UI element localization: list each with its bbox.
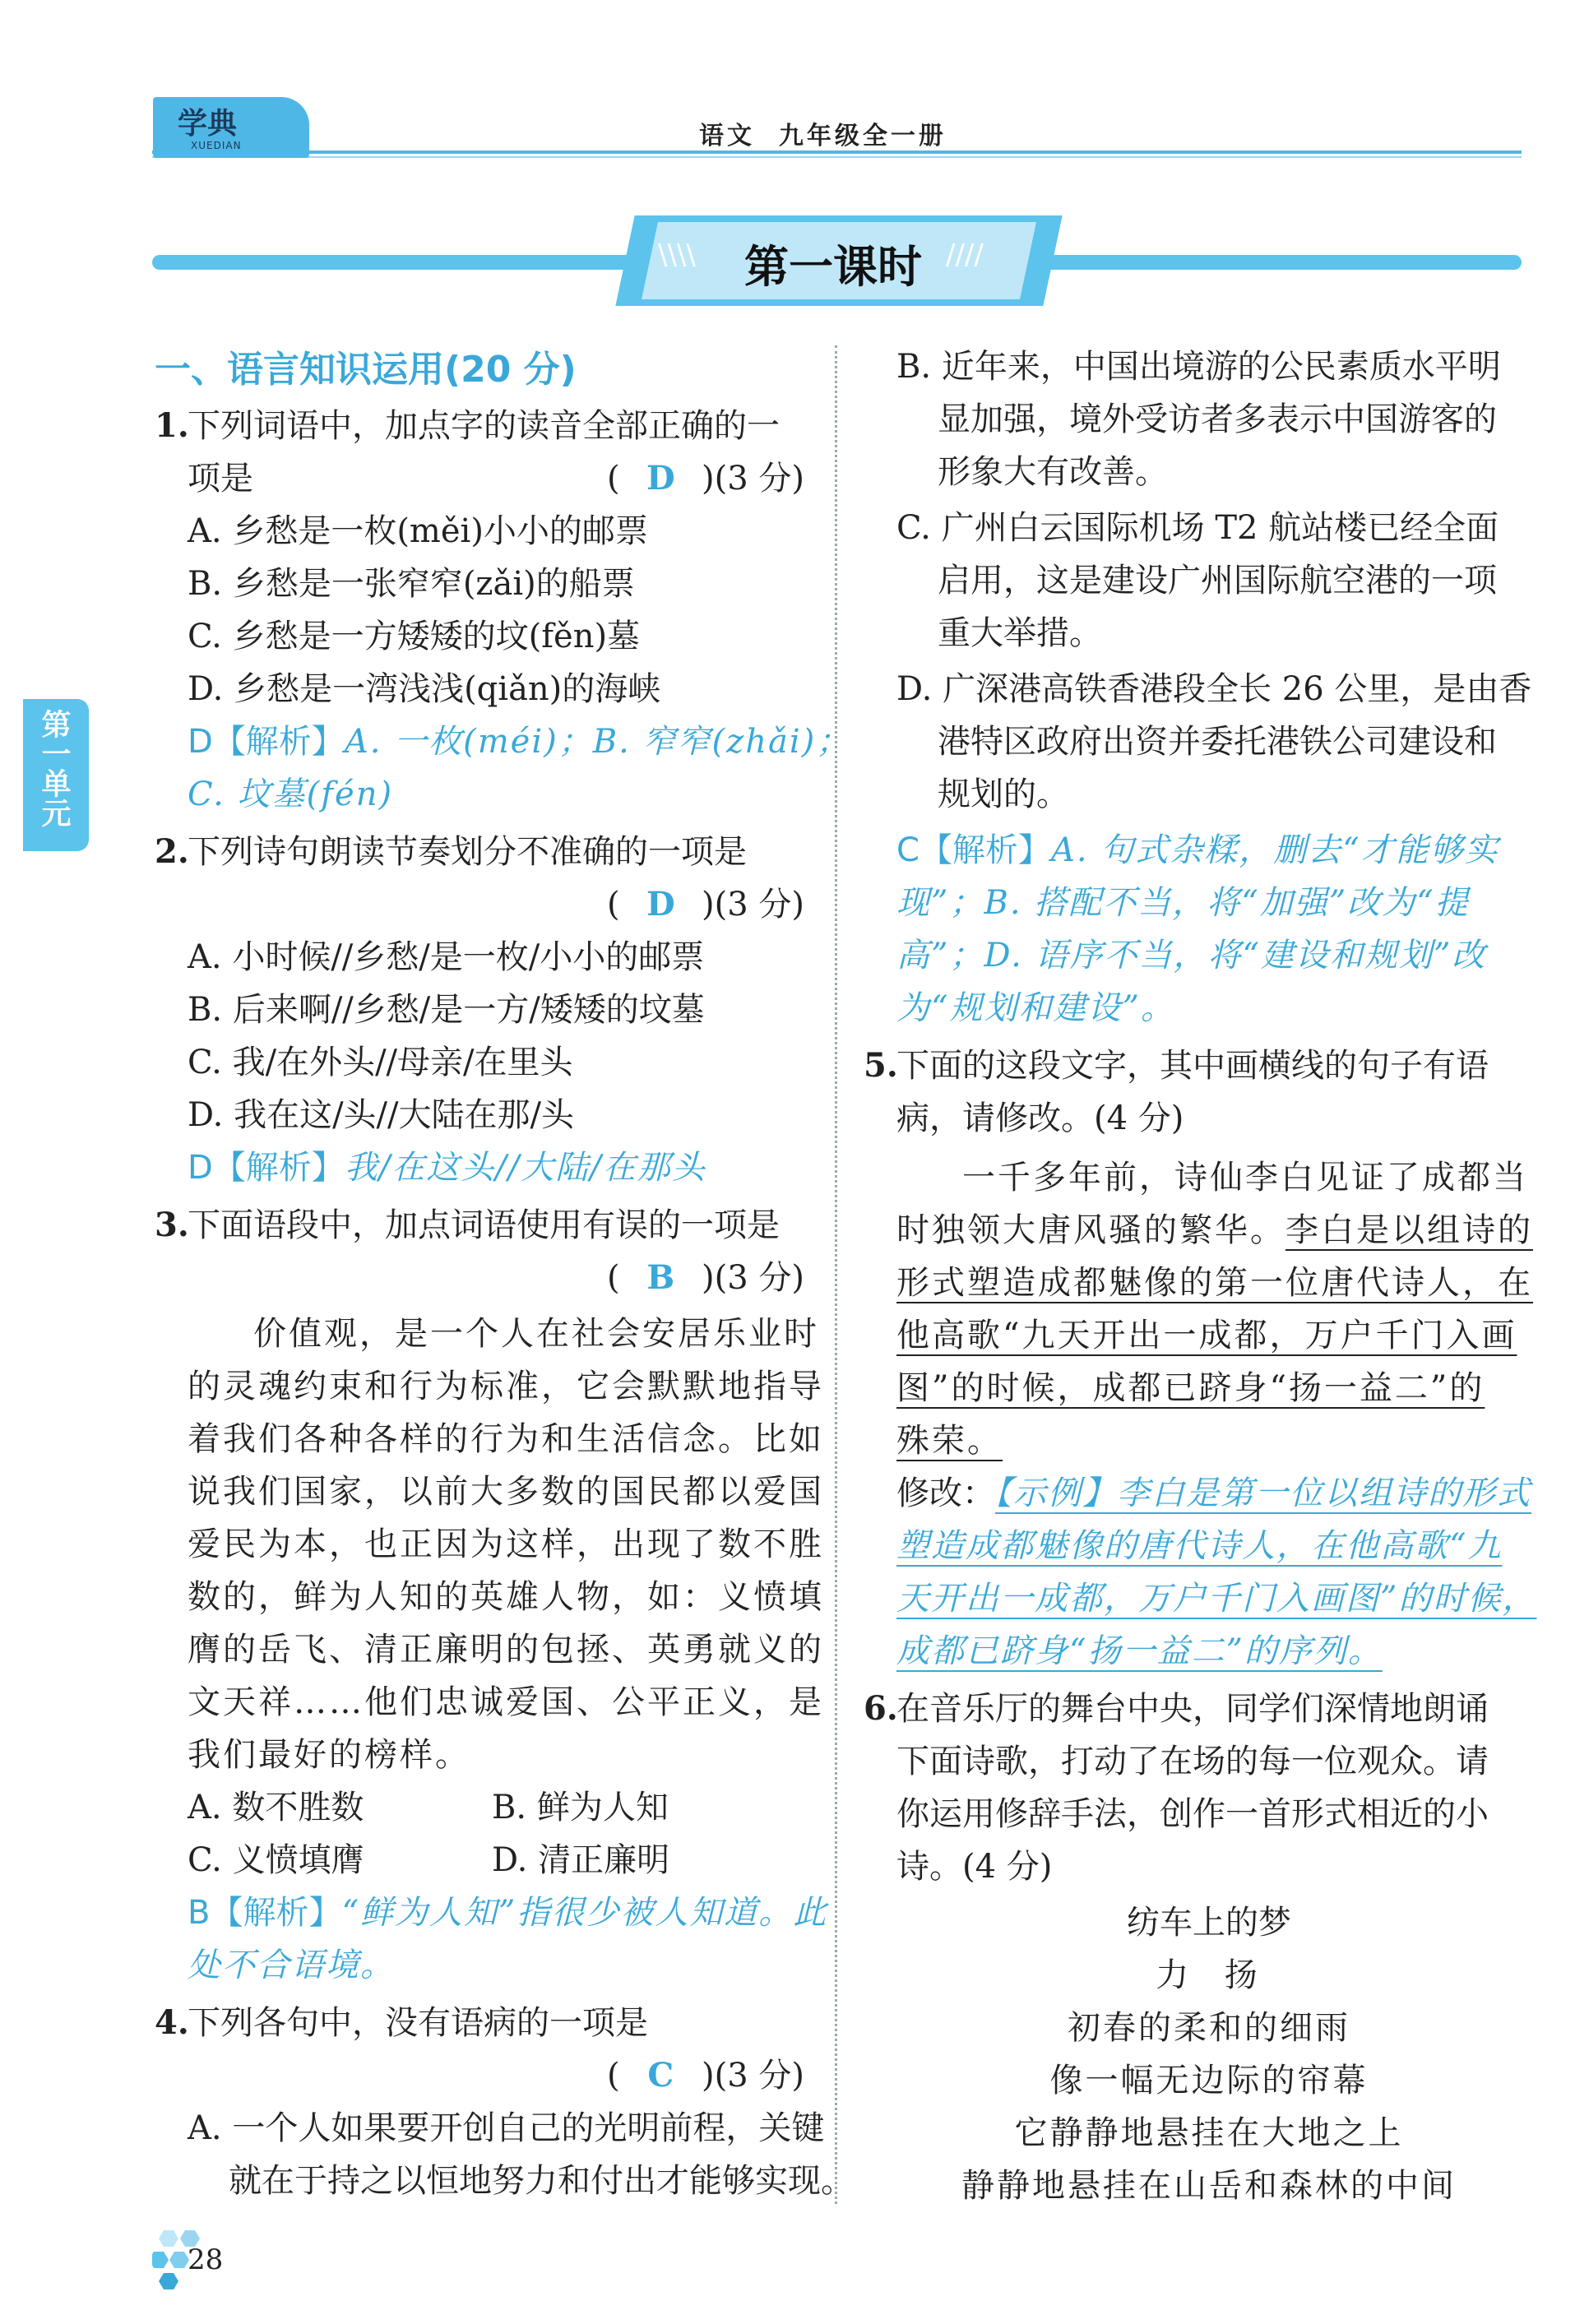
q3-passage-line7: 膺的岳飞、清正廉明的包拯、英勇就义的 [188,1631,824,1669]
side-tab-label: 第一单元 [37,709,71,827]
q4-option-d-line1: D. 广深港高铁香港段全长 26 公里，是由香 [896,670,1532,708]
q3-option-c: C. 义愤填膺 [188,1841,364,1879]
q4-option-b-line3: 形象大有改善。 [938,453,1168,491]
paren-open: ( [607,2057,620,2095]
q4-option-c-line2: 启用，这是建设广州国际航空港的一项 [938,562,1497,600]
q1-option-c: C. 乡愁是一方矮矮的坟(fěn)墓 [188,618,641,655]
q2-answer: D [646,885,675,924]
q4-explanation-line3: 高”；D. 语序不当，将“建设和规划”改 [896,937,1487,975]
banner-title: 第一课时 [744,241,922,293]
q5-fix-line3: 天开出一成都，万户千门入画图”的时候， [896,1580,1537,1618]
q3-answer-slot [607,1252,804,1304]
q3-passage-line6: 数的，鲜为人知的英雄人物，如：义愤填 [188,1578,824,1616]
q5-underlined-line4: 他高歌“九天开出一成都，万户千门入画 [896,1317,1517,1354]
poem-author: 力 扬 [1156,1956,1262,1994]
banner-hatch-left: \\\\ [658,238,696,271]
q3-number: 3. [155,1206,189,1244]
q4-option-c-line3: 重大举措。 [938,614,1102,652]
q3-option-b: B. 鲜为人知 [492,1789,669,1826]
q2-explanation [188,1141,706,1194]
q4-option-a-line2: 就在于持之以恒地努力和付出才能够实现。 [229,2162,854,2200]
q1-exp-text1: A. 一枚(méi)；B. 窄窄(zhǎi)； [344,723,851,761]
q3-option-d: D. 清正廉明 [492,1841,670,1879]
q5-stem-line2: 病，请修改。(4 分) [896,1100,1184,1137]
q2-option-a: A. 小时候//乡愁/是一枚/小小的邮票 [188,938,705,976]
q4-exp-label: C【解析】 [896,831,1051,869]
q4-answer: C [647,2056,674,2095]
q2-option-d: D. 我在这/头//大陆在那/头 [188,1096,574,1134]
section-title: 一、语言知识运用(20 分) [155,349,577,391]
q3-option-a: A. 数不胜数 [188,1789,364,1826]
q6-stem-line2: 下面诗歌，打动了在场的每一位观众。请 [896,1743,1489,1780]
q1-exp-label: D【解析】 [188,723,345,761]
poem-line3: 它静静地悬挂在大地之上 [1014,2114,1404,2152]
q5-stem-line1: 下面的这段文字，其中画横线的句子有语 [896,1047,1489,1085]
q5-underlined-line6: 殊荣。 [896,1422,1003,1460]
q3-explanation-line1 [188,1887,827,1939]
q4-option-a-line1: A. 一个人如果要开创自己的光明前程，关键 [188,2109,825,2147]
q5-fix-line1 [896,1467,1531,1520]
q4-option-b-line2: 显加强，境外受访者多表示中国游客的 [938,400,1497,438]
q5-passage-line2 [896,1204,1533,1257]
q1-number: 1. [155,406,189,445]
q3-explanation-line2: 处不合语境。 [188,1947,395,1984]
q1-explanation-line2: C. 坟墓(fén) [188,775,394,813]
q5-underlined-line5: 图”的时候，成都已跻身“扬一益二”的 [896,1369,1485,1407]
q1-option-d: D. 乡愁是一湾浅浅(qiǎn)的海峡 [188,670,661,708]
poem-line4: 静静地悬挂在山岳和森林的中间 [961,2167,1457,2205]
q2-option-b: B. 后来啊//乡愁/是一方/矮矮的坟墓 [188,991,705,1029]
header-bar-shadow [152,156,1522,158]
q5-fix-line2: 塑造成都魅像的唐代诗人，在他高歌“九 [896,1527,1503,1565]
q4-option-b-line1: B. 近年来，中国出境游的公民素质水平明 [896,348,1501,386]
column-divider [835,345,837,2204]
q6-stem-line4: 诗。(4 分) [896,1848,1053,1886]
page-number: 28 [188,2243,224,2276]
paren-open: ( [607,460,620,498]
q3-passage-line4: 说我们国家，以前大多数的国民都以爱国 [188,1473,824,1511]
q4-option-d-line3: 规划的。 [938,775,1069,813]
q4-option-d-line2: 港特区政府出资并委托港铁公司建设和 [938,723,1497,761]
q4-number: 4. [155,2003,189,2042]
q6-stem-line3: 你运用修辞手法，创作一首形式相近的小 [896,1795,1489,1833]
q2-exp-text: 我/在这头//大陆/在那头 [344,1149,706,1187]
q1-explanation-line1 [188,715,850,768]
q5-underlined-start: 李白是以组诗的 [1285,1211,1533,1249]
q5-passage-plain: 时独领大唐风骚的繁华。 [896,1211,1285,1249]
q2-exp-label: D【解析】 [188,1149,345,1187]
q4-stem: 下列各句中，没有语病的一项是 [188,2004,648,2042]
q3-exp-label: B【解析】 [188,1894,342,1932]
paren-close-score: )(3 分) [702,460,805,498]
paren-close-score: )(3 分) [702,886,805,924]
q3-passage-line3: 着我们各种各样的行为和生活信念。比如 [188,1420,824,1458]
q4-answer-slot [607,2049,804,2102]
q2-stem: 下列诗句朗读节奏划分不准确的一项是 [188,833,747,871]
q1-stem-line1: 下列词语中，加点字的读音全部正确的一 [188,407,780,445]
paren-close-score: )(3 分) [702,2057,805,2095]
q6-number: 6. [864,1689,898,1728]
q5-fix-line4: 成都已跻身“扬一益二”的序列。 [896,1632,1383,1670]
logo [153,97,309,158]
q3-passage-line9: 我们最好的榜样。 [188,1736,470,1774]
logo-cn: 学典 [178,106,238,141]
q4-explanation-line4: 为“规划和建设”。 [896,989,1175,1027]
q3-answer: B [646,1258,675,1297]
q4-explanation-line1 [896,824,1499,877]
q5-passage-line1: 一千多年前，诗仙李白见证了成都当 [962,1159,1528,1197]
q3-exp-text1: “鲜为人知”指很少被人知道。此 [341,1894,828,1932]
q4-exp-text1: A. 句式杂糅，删去“才能够实 [1050,831,1499,869]
q3-passage-line5: 爱民为本，也正因为这样，出现了数不胜 [188,1525,824,1563]
paren-open: ( [607,1259,620,1297]
banner-hatch-right: //// [946,238,984,271]
q2-option-c: C. 我/在外头//母亲/在里头 [188,1044,573,1081]
paren-open: ( [607,886,620,924]
q6-stem-line1: 在音乐厅的舞台中央，同学们深情地朗诵 [896,1690,1489,1728]
q2-answer-slot [607,878,804,931]
logo-en: XUEDIAN [191,140,242,151]
q3-passage-line8: 文天祥……他们忠诚爱国、公平正义，是 [188,1683,824,1721]
header-subject: 语文 九年级全一册 [699,122,947,150]
q4-explanation-line2: 现”；B. 搭配不当，将“加强”改为“提 [896,884,1470,922]
q1-option-a: A. 乡愁是一枚(měi)小小的邮票 [188,512,648,550]
q5-underlined-line3: 形式塑造成都魅像的第一位唐代诗人，在 [896,1264,1533,1302]
poem-title: 纺车上的梦 [1127,1904,1291,1942]
q3-stem: 下面语段中，加点词语使用有误的一项是 [188,1206,780,1244]
q3-passage-line2: 的灵魂约束和行为标准，它会默默地指导 [188,1368,824,1405]
q5-fix-label: 修改： [896,1474,995,1512]
q2-number: 2. [155,832,189,871]
q1-answer: D [646,459,675,498]
paren-close-score: )(3 分) [702,1259,805,1297]
q1-option-b: B. 乡愁是一张窄窄(zǎi)的船票 [188,565,635,603]
poem-line1: 初春的柔和的细雨 [1068,2009,1350,2047]
q1-answer-slot [607,452,804,505]
q5-fix-text1: 【示例】李白是第一位以组诗的形式 [995,1474,1531,1512]
q1-stem-line2: 项是 [188,460,253,498]
poem-line2: 像一幅无边际的帘幕 [1049,2062,1369,2099]
q5-number: 5. [864,1046,898,1085]
q4-option-c-line1: C. 广州白云国际机场 T2 航站楼已经全面 [896,509,1499,547]
q3-passage-line1: 价值观，是一个人在社会安居乐业时 [253,1315,819,1353]
